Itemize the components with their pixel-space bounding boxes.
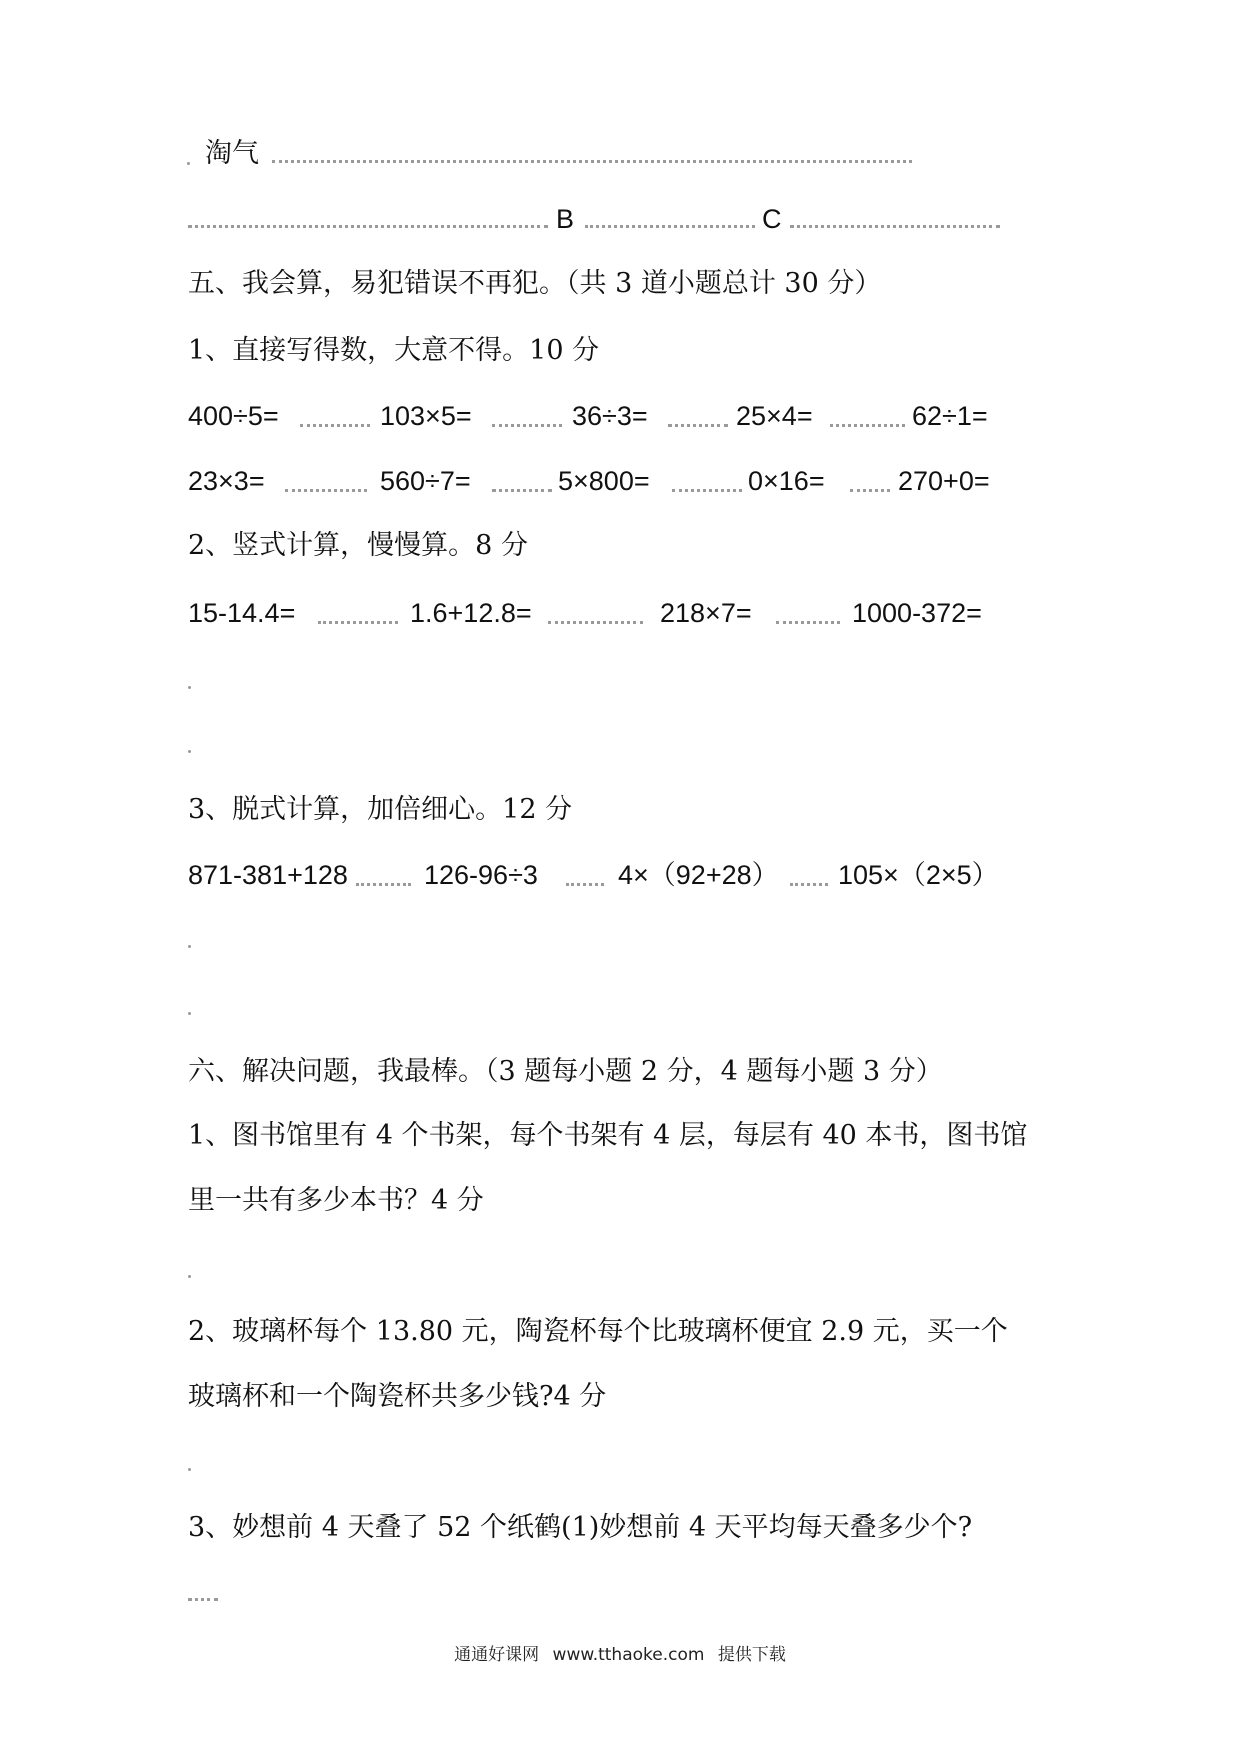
dotted-line — [492, 424, 562, 427]
q2-title: 2、竖式计算，慢慢算。8 分 — [188, 530, 528, 561]
dotted-line — [188, 225, 548, 228]
q3-item: 105×（2×5） — [838, 860, 999, 890]
section5-title: 五、我会算，易犯错误不再犯。（共 3 道小题总计 30 分） — [188, 268, 882, 299]
label-c: C — [762, 204, 782, 234]
section6-title: 六、解决问题，我最棒。（3 题每小题 2 分，4 题每小题 3 分） — [188, 1056, 943, 1087]
dotted-line — [672, 489, 742, 492]
q2-item: 1.6+12.8= — [410, 598, 532, 628]
q2-item: 1000-372= — [852, 598, 982, 628]
q1-r1-item: 36÷3= — [572, 401, 648, 431]
dotted-line — [850, 489, 890, 492]
q3-item: 871-381+128 — [188, 860, 348, 890]
dotted-line — [790, 883, 828, 886]
label-b: B — [556, 204, 575, 234]
q1-r1-item: 62÷1= — [912, 401, 988, 431]
dotted-line — [585, 225, 755, 228]
dot-mark — [188, 1012, 191, 1015]
q1-r1-item: 103×5= — [380, 401, 472, 431]
dotted-line — [318, 621, 398, 624]
dotted-line — [300, 424, 370, 427]
problem2-line1: 2、玻璃杯每个 13.80 元，陶瓷杯每个比玻璃杯便宜 2.9 元，买一个 — [188, 1316, 1008, 1347]
problem1-line1: 1、图书馆里有 4 个书架，每个书架有 4 层，每层有 40 本书，图书馆 — [188, 1120, 1028, 1151]
problem2-line2: 玻璃杯和一个陶瓷杯共多少钱?4 分 — [188, 1381, 607, 1412]
problem3-line1: 3、妙想前 4 天叠了 52 个纸鹤(1)妙想前 4 天平均每天叠多少个? — [188, 1512, 973, 1543]
q2-item: 15-14.4= — [188, 598, 296, 628]
footer-suffix: 提供下载 — [717, 1645, 786, 1665]
dotted-line — [790, 225, 1000, 228]
problem1-line2: 里一共有多少本书？4 分 — [188, 1185, 484, 1216]
q1-r2-item: 270+0= — [898, 466, 990, 496]
q1-r2-item: 0×16= — [748, 466, 825, 496]
dot-mark — [188, 750, 191, 753]
dotted-line — [356, 883, 411, 886]
dotted-line — [492, 489, 552, 492]
footer-url[interactable]: www.tthaoke.com — [552, 1645, 705, 1665]
q3-item: 126-96÷3 — [424, 860, 538, 890]
dotted-line — [285, 489, 367, 492]
q3-item: 4×（92+28） — [618, 860, 779, 890]
dot-mark — [187, 162, 190, 165]
dot-mark — [188, 1275, 191, 1278]
q1-title: 1、直接写得数，大意不得。10 分 — [188, 335, 600, 366]
q1-r1-item: 25×4= — [736, 401, 813, 431]
page-footer — [0, 1640, 1240, 1665]
q1-r2-item: 560÷7= — [380, 466, 471, 496]
q3-title: 3、脱式计算，加倍细心。12 分 — [188, 794, 573, 825]
q1-r2-item: 5×800= — [558, 466, 650, 496]
dotted-line — [776, 621, 840, 624]
dotted-line — [668, 424, 728, 427]
dotted-line — [188, 1598, 218, 1601]
dot-mark — [188, 1468, 191, 1471]
dotted-line — [272, 160, 912, 163]
dot-mark — [188, 945, 191, 948]
q1-r1-item: 400÷5= — [188, 401, 279, 431]
top-word: 淘气 — [205, 138, 259, 169]
dot-mark — [188, 686, 191, 689]
q2-item: 218×7= — [660, 598, 752, 628]
footer-site-name: 通通好课网 — [454, 1645, 540, 1665]
dotted-line — [830, 424, 905, 427]
q1-r2-item: 23×3= — [188, 466, 265, 496]
dotted-line — [566, 883, 604, 886]
dotted-line — [548, 621, 643, 624]
